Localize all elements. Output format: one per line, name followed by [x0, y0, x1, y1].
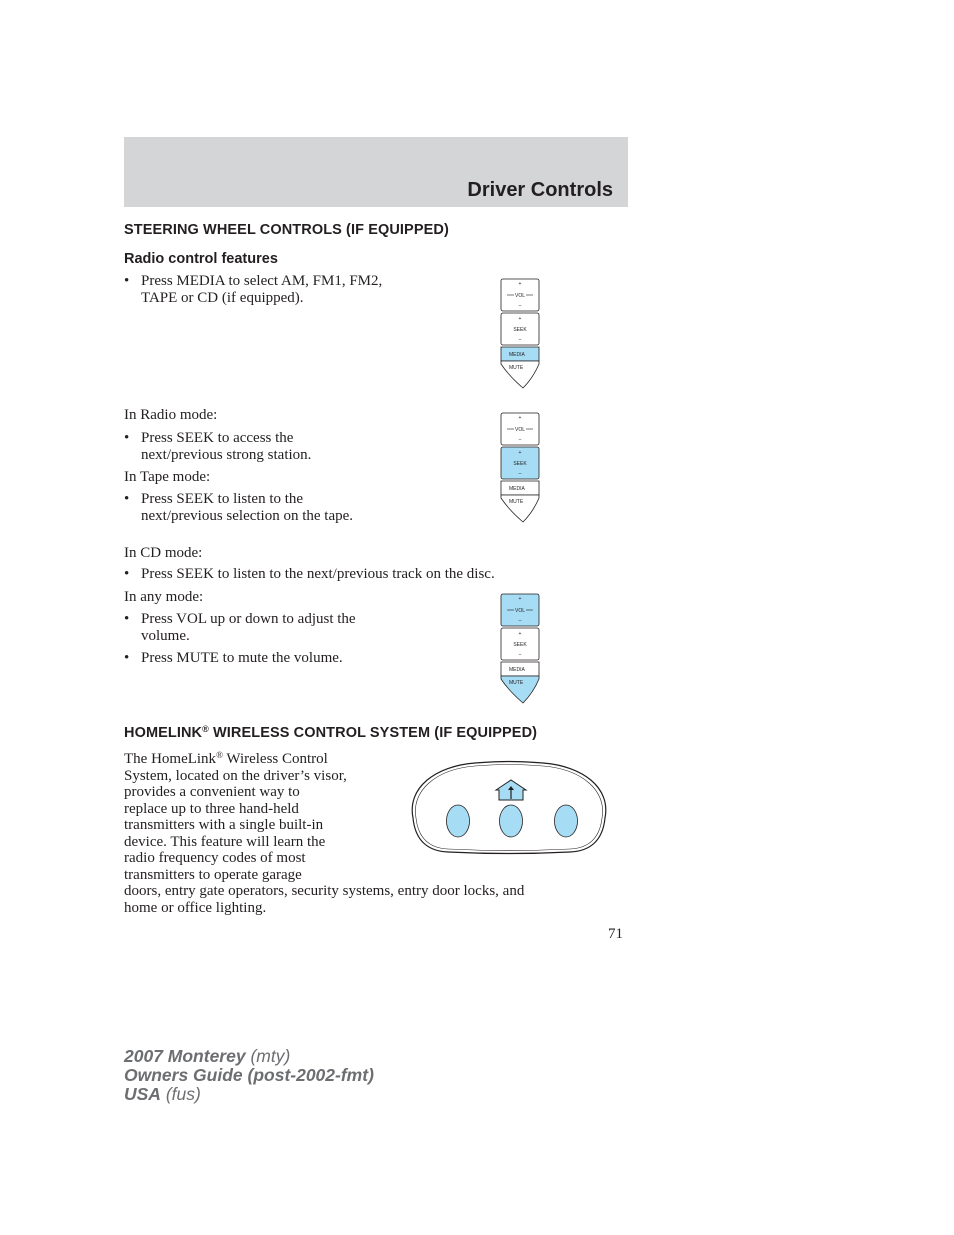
- footer-market-code: (fus): [160, 1084, 201, 1104]
- seek-label: SEEK: [513, 642, 527, 648]
- registered-mark: ®: [202, 724, 209, 734]
- footer-guide: Owners Guide (post-2002-fmt): [124, 1065, 374, 1085]
- bullet-mute-text: Press MUTE to mute the volume.: [141, 650, 343, 666]
- bullet-radio-seek: • Press SEEK to access the next/previous strong station.: [124, 430, 312, 463]
- section-title: Driver Controls: [467, 179, 613, 201]
- mute-label: MUTE: [509, 680, 524, 686]
- bullet-tape-seek-text: Press SEEK to listen to the next/previous selection on the tape.: [141, 491, 354, 524]
- homelink-line-1a: The HomeLink: [124, 751, 217, 767]
- footer-line-1: [124, 1047, 374, 1066]
- steering-controls-heading: STEERING WHEEL CONTROLS (IF EQUIPPED): [124, 222, 449, 238]
- media-label: MEDIA: [509, 352, 525, 358]
- steering-control-figure-media: [499, 278, 541, 390]
- tape-mode-label: In Tape mode:: [124, 469, 211, 485]
- footer-line-2: [124, 1066, 374, 1085]
- bullet-media-text: Press MEDIA to select AM, FM1, FM2, TAPE or CD (if equipped).: [141, 273, 383, 306]
- bullet-vol: • Press VOL up or down to adjust the volume.: [124, 611, 356, 644]
- vol-plus-label: +: [518, 596, 522, 602]
- footer-line-3: [124, 1085, 374, 1104]
- vol-label: VOL: [514, 427, 526, 433]
- seek-plus-label: +: [518, 316, 522, 322]
- homelink-button-3: [555, 805, 578, 837]
- mute-label: MUTE: [509, 499, 524, 505]
- vol-plus-label: +: [518, 281, 522, 287]
- homelink-heading-part1: HOMELINK: [124, 725, 203, 741]
- vol-minus-label: –: [518, 618, 522, 624]
- homelink-heading-part2: WIRELESS CONTROL SYSTEM (IF EQUIPPED): [208, 725, 538, 741]
- mute-label: MUTE: [509, 365, 524, 371]
- seek-label: SEEK: [513, 461, 527, 467]
- radio-mode-label: In Radio mode:: [124, 407, 218, 423]
- homelink-button-2: [500, 805, 523, 837]
- radio-features-subheading: Radio control features: [124, 251, 278, 267]
- vol-plus-label: +: [518, 415, 522, 421]
- bullet-media: • Press MEDIA to select AM, FM1, FM2, TAPE or CD (if equipped).: [124, 273, 383, 306]
- registered-mark: ®: [216, 750, 223, 760]
- section-header-band: [124, 137, 628, 207]
- media-label: MEDIA: [509, 667, 525, 673]
- vol-label: VOL: [514, 608, 526, 614]
- document-footer: [124, 1047, 374, 1104]
- homelink-line-6: device. This feature will learn the: [124, 833, 326, 850]
- seek-minus-label: –: [518, 471, 522, 477]
- media-label: MEDIA: [509, 486, 525, 492]
- page-number: 71: [608, 926, 623, 942]
- seek-plus-label: +: [518, 631, 522, 637]
- homelink-line-1b: Wireless Control: [222, 751, 328, 767]
- homelink-line-7: radio frequency codes of most: [124, 850, 306, 866]
- homelink-line-3: provides a convenient way to: [124, 784, 300, 800]
- homelink-line-8: transmitters to operate garage: [124, 866, 302, 883]
- vol-minus-label: –: [518, 437, 522, 443]
- bullet-radio-seek-text: Press SEEK to access the next/previous strong station.: [141, 430, 312, 463]
- homelink-line-9: doors, entry gate operators, security systems, entry door locks, and: [124, 883, 525, 899]
- homelink-heading: [124, 724, 537, 741]
- bullet-vol-text: Press VOL up or down to adjust the volume.: [141, 611, 356, 644]
- homelink-device-figure: [405, 758, 613, 861]
- vol-label: VOL: [514, 293, 526, 299]
- bullet-cd-seek: • Press SEEK to listen to the next/previous track on the disc.: [124, 566, 495, 582]
- seek-plus-label: +: [518, 450, 522, 456]
- bullet-mute: • Press MUTE to mute the volume.: [124, 650, 343, 666]
- footer-model-code: (mty): [245, 1046, 291, 1066]
- any-mode-label: In any mode:: [124, 589, 204, 605]
- homelink-line-5: transmitters with a single built-in: [124, 817, 324, 833]
- seek-minus-label: –: [518, 337, 522, 343]
- homelink-button-1: [447, 805, 470, 837]
- footer-model: 2007 Monterey: [124, 1046, 246, 1066]
- homelink-line-10: home or office lighting.: [124, 899, 267, 916]
- seek-minus-label: –: [518, 652, 522, 658]
- homelink-line-2: System, located on the driver’s visor,: [124, 767, 347, 784]
- steering-control-figure-seek: [499, 412, 541, 524]
- homelink-line-4: replace up to three hand-held: [124, 800, 299, 817]
- vol-minus-label: –: [518, 303, 522, 309]
- cd-mode-label: In CD mode:: [124, 545, 203, 561]
- seek-label: SEEK: [513, 327, 527, 333]
- bullet-tape-seek: • Press SEEK to listen to the next/previous selection on the tape.: [124, 491, 354, 524]
- steering-control-figure-vol-mute: [499, 593, 541, 705]
- footer-market: USA: [124, 1084, 161, 1104]
- bullet-cd-seek-text: Press SEEK to listen to the next/previous track on the disc.: [141, 566, 495, 582]
